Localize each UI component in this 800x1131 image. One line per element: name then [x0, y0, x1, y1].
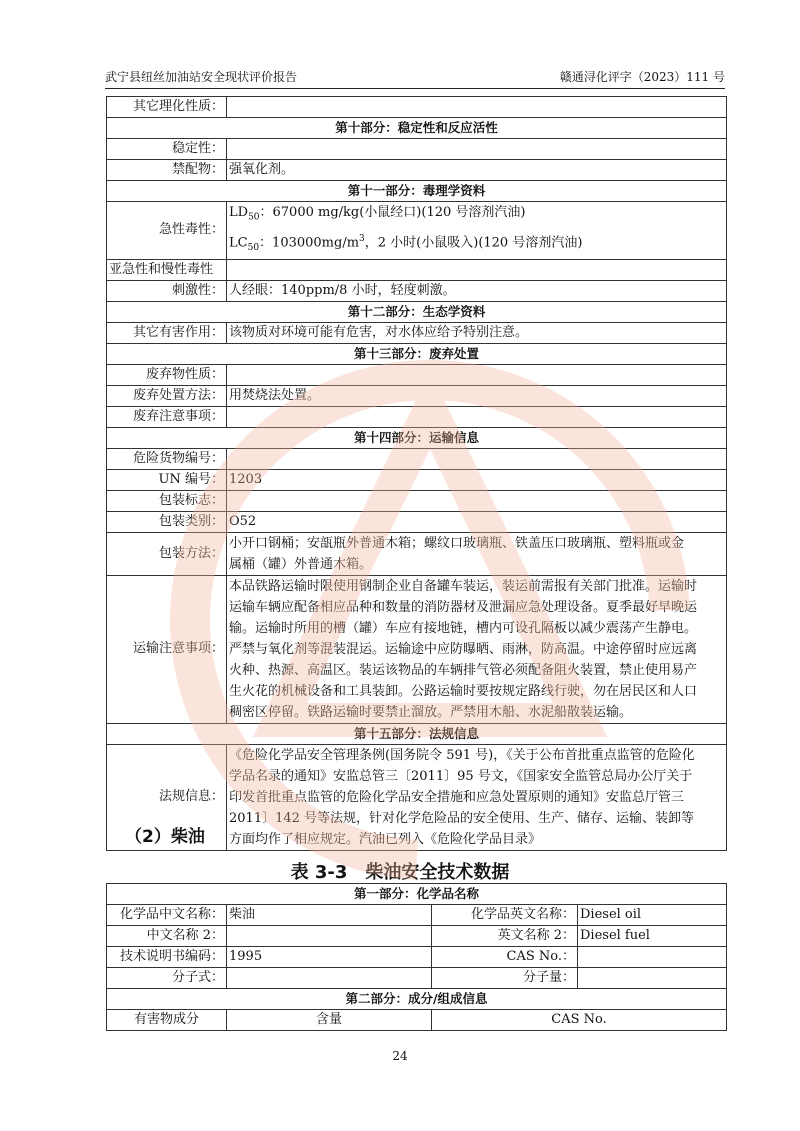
header-report-number: 赣通浔化评字（2023）111 号: [559, 70, 725, 84]
table-row: [107, 139, 727, 160]
section-header: 第十二部分：生态学资料: [107, 301, 727, 322]
row-label: 急性毒性：: [107, 202, 227, 260]
row-value: [227, 139, 727, 160]
table-row: [107, 490, 727, 511]
ld50-line: $LD_{50}$：67000 mg/kg(小鼠经口)(120 号溶剂汽油): [229, 205, 526, 223]
row-label: 包装方法：: [107, 532, 227, 575]
table-row: [107, 202, 727, 260]
row-label: 其它有害作用：: [107, 322, 227, 343]
table-row: [107, 364, 727, 385]
lc50-line: $LC_{50}$：$103000mg/m^3$，2 小时(小鼠吸入)(120 号溶剂汽油): [229, 233, 583, 253]
row-value: O52: [227, 511, 727, 532]
transport-notes-value: 本品铁路运输时限使用钢制企业自备罐车装运，装运前需报有关部门批准。运输时 运输车辆应配备相应品种和数量的消防器材及泄漏应急处理设备。夏季最好早晚运 输。运输时所用的槽（罐）车应有接地链，槽内可设孔隔板以减少震荡产生静电。 严禁与氧化剂等混装混运。运输途中应防曝晒、雨淋，防高温。中途停留时应远离 火种、热源、高温区。装运该物品的车辆排气管必须配备阻火装置，禁止使用易产 生火花的机械设备和工具装卸。公路运输时要按规定路线行驶，勿在居民区和人口 稠密区停留。铁路运输时要禁止溜放。严禁用木船、水泥船散装运输。: [227, 575, 727, 723]
row-value: 人经眼：140ppm/8 小时，轻度刺激。: [227, 280, 727, 301]
diesel-subheading: （2）柴油: [125, 827, 205, 847]
acute-toxicity-value: [227, 202, 727, 260]
page-header: [105, 66, 725, 89]
table-title: 表 3-3 柴油安全技术数据: [290, 862, 510, 883]
section-header: 第一部分：化学品名称: [107, 884, 727, 905]
table-row: [107, 280, 727, 301]
row-value: 强氧化剂。: [227, 160, 727, 181]
row-label: 禁配物：: [107, 160, 227, 181]
row-label: 其它理化性质：: [107, 97, 227, 118]
row-label: 包装标志：: [107, 490, 227, 511]
row-label: 废弃注意事项：: [107, 406, 227, 427]
row-label: 亚急性和慢性毒性: [107, 259, 227, 280]
table-row: 技术说明书编码： 1995 CAS No.：: [107, 947, 727, 968]
table-row: [107, 385, 727, 406]
column-header-content: 含量: [227, 1010, 432, 1031]
regulations-value: 《危险化学品安全管理条例(国务院令 591 号)，《关于公布首批重点监管的危险化 学品名录的通知》安监总管三〔2011〕95 号文，《国家安全监管总局办公厅关于 印发首批重点监管的危险化学品安全措施和应急处置原则的通知》安监总厅管三 2011〕142 号等法规，针对化学危险品的安全使用、生产、储存、运输、装卸等 方面均作了相应规定。汽油已列入《危险化学品目录》: [227, 744, 727, 850]
diesel-safety-data-table: [106, 883, 727, 1031]
row-label: 刺激性：: [107, 280, 227, 301]
table-header-row: [107, 1010, 727, 1031]
table-row: [107, 532, 727, 575]
table-row: [107, 160, 727, 181]
row-label: 危险货物编号：: [107, 448, 227, 469]
row-label: 运输注意事项：: [107, 575, 227, 723]
packing-method-value: 小开口钢桶；安瓿瓶外普通木箱；螺纹口玻璃瓶、铁盖压口玻璃瓶、塑料瓶或金 属桶（罐）外普通木箱。: [227, 532, 727, 575]
row-value: 用焚烧法处置。: [227, 385, 727, 406]
header-report-title: 武宁县纽丝加油站安全现状评价报告: [105, 70, 298, 84]
section-header: 第十部分：稳定性和反应活性: [107, 118, 727, 139]
row-value: [227, 406, 727, 427]
table-row: [107, 97, 727, 118]
table-row: 中文名称 2： 英文名称 2： Diesel fuel: [107, 926, 727, 947]
column-header-cas: CAS No.: [432, 1010, 727, 1031]
row-value: [227, 364, 727, 385]
gasoline-safety-data-table-continued: [106, 96, 727, 851]
section-header: 第十五部分：法规信息: [107, 723, 727, 744]
row-value: 该物质对环境可能有危害，对水体应给予特别注意。: [227, 322, 727, 343]
table-row: [107, 259, 727, 280]
row-value: [227, 259, 727, 280]
row-label: UN 编号：: [107, 469, 227, 490]
row-label: 稳定性：: [107, 139, 227, 160]
table-row: [107, 575, 727, 723]
section-header: 第十一部分：毒理学资料: [107, 181, 727, 202]
row-label: 法规信息：: [107, 744, 227, 850]
section-header: 第十三部分：废弃处置: [107, 343, 727, 364]
row-value: [227, 97, 727, 118]
page-number: 24: [392, 1049, 408, 1063]
table-row: 分子式： 分子量：: [107, 968, 727, 989]
row-label: 废弃物性质：: [107, 364, 227, 385]
section-header: 第十四部分：运输信息: [107, 427, 727, 448]
row-value: [227, 490, 727, 511]
row-label: 包装类别：: [107, 511, 227, 532]
table-row: 化学品中文名称： 柴油 化学品英文名称： Diesel oil: [107, 905, 727, 926]
column-header-component: 有害物成分: [107, 1010, 227, 1031]
row-value: 1203: [227, 469, 727, 490]
row-value: [227, 448, 727, 469]
table-row: [107, 322, 727, 343]
section-header: 第二部分：成分/组成信息: [107, 989, 727, 1010]
table-row: [107, 469, 727, 490]
table-row: [107, 511, 727, 532]
table-row: [107, 448, 727, 469]
table-row: [107, 406, 727, 427]
row-label: 废弃处置方法：: [107, 385, 227, 406]
